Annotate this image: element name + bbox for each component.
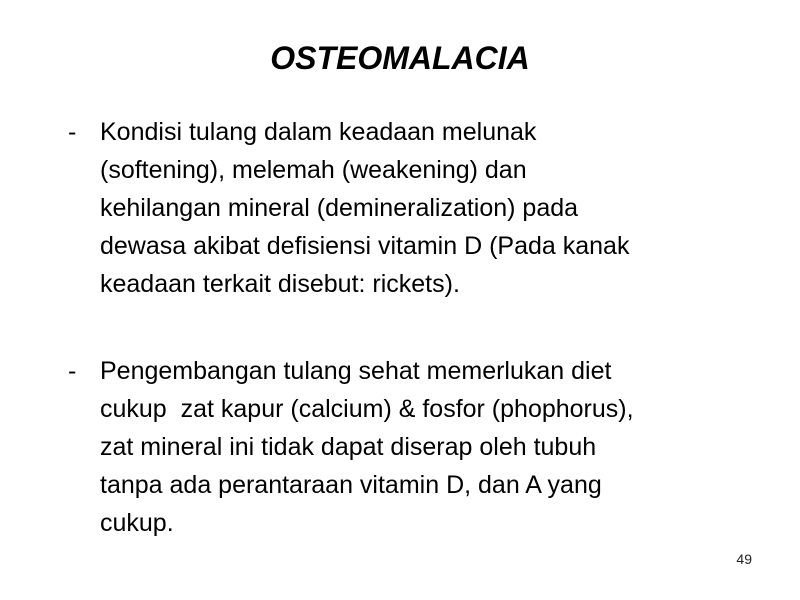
page-number: 49 [736,551,752,567]
text-line: cukup zat kapur (calcium) & fosfor (phophorus), [100,395,634,423]
bullet-marker: - [68,357,77,385]
bullet-text [100,352,780,542]
bullet-text [100,113,780,303]
text-line: kehilangan mineral (demineralization) pada [100,194,579,222]
bullet-marker: - [68,118,77,146]
text-line: dewasa akibat defisiensi vitamin D (Pada kanak [100,232,630,260]
text-line: Pengembangan tulang sehat memerlukan diet [100,357,612,385]
text-line: keadaan terkait disebut: rickets). [100,270,460,298]
text-line: (softening), melemah (weakening) dan [100,156,527,184]
text-line: zat mineral ini tidak dapat diserap oleh tubuh [100,433,597,461]
slide-title: OSTEOMALACIA [270,40,530,76]
text-line: Kondisi tulang dalam keadaan melunak [100,118,537,146]
text-line: tanpa ada perantaraan vitamin D, dan A yang [100,471,602,499]
text-line: cukup. [100,509,174,537]
